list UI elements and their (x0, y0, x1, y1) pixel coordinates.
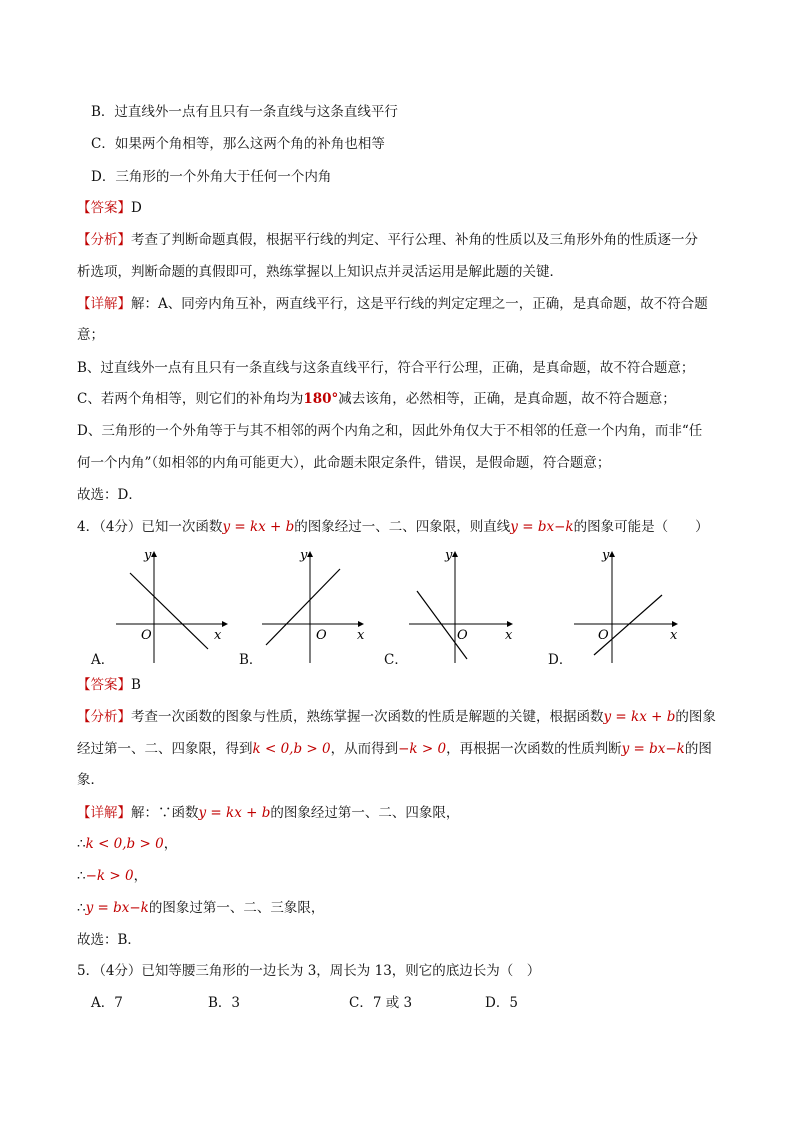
q4-detail-line (77, 834, 177, 854)
x-axis-label: x (670, 628, 678, 643)
detail-line (77, 294, 708, 314)
formula: y = kx + b (222, 519, 295, 535)
formula: y = bx−k (510, 519, 574, 535)
y-axis-label: y (144, 548, 152, 563)
graph-b-label: B． (239, 652, 263, 668)
q5-option-d: D．5 (485, 995, 518, 1011)
graph-a (110, 545, 230, 665)
graph-c (405, 545, 525, 665)
q5-option-c: C．7 或 3 (349, 995, 413, 1011)
analysis-tag: 【分析】 (77, 709, 131, 725)
origin-label: O (316, 628, 327, 643)
analysis-text: 考查一次函数的图象与性质，熟练掌握一次函数的性质是解题的关键，根据函数 (131, 709, 604, 725)
x-axis-label: x (214, 628, 222, 643)
detail-text: 的图象过第一、二、三象限， (148, 900, 325, 916)
detail-tag: 【详解】 (77, 805, 131, 821)
graph-c-label: C． (384, 652, 408, 668)
detail-tag: 【详解】 (77, 296, 131, 312)
q4-analysis-line (77, 707, 716, 727)
q4-answer-row (77, 675, 141, 695)
formula: −k > 0 (398, 741, 447, 757)
detail-line: 故选：D． (77, 487, 142, 503)
question-5-stem: 5．（4分）已知等腰三角形的一边长为 3，周长为 13，则它的底边长为（ ） (77, 963, 541, 979)
q4-detail-line (77, 803, 459, 823)
answer-tag: 【答案】 (77, 677, 131, 693)
graph-d (570, 545, 690, 665)
stem-text: 的图象经过一、二、四象限，则直线 (294, 519, 511, 535)
q4-detail-line (77, 898, 324, 918)
formula: y = bx−k (85, 900, 149, 916)
therefore-symbol: ∴ (77, 900, 86, 916)
detail-line: 意； (77, 327, 104, 343)
detail-line (77, 389, 676, 409)
formula: −k > 0 (85, 868, 134, 884)
x-axis-label: x (357, 628, 365, 643)
y-axis-label: y (602, 548, 610, 563)
answer-value: B (131, 677, 141, 693)
origin-label: O (141, 628, 152, 643)
option-c: C．如果两个角相等，那么这两个角的补角也相等 (91, 136, 385, 152)
analysis-tag: 【分析】 (77, 232, 131, 248)
y-axis-label: y (300, 548, 308, 563)
analysis-text: 的图象 (675, 709, 716, 725)
option-d: D．三角形的一个外角大于任何一个内角 (91, 169, 332, 185)
analysis-text: 经过第一、二、四象限，得到 (77, 741, 253, 757)
answer-tag: 【答案】 (77, 200, 131, 216)
analysis-text: 的图 (684, 741, 712, 757)
detail-text: C、若两个角相等，则它们的补角均为 (77, 391, 304, 407)
detail-text: ， (163, 836, 178, 852)
x-axis-label: x (505, 628, 513, 643)
graph-d-label: D． (548, 652, 573, 668)
detail-line: D、三角形的一个外角等于与其不相邻的两个内角之和，因此外角仅大于不相邻的任意一个内角，而非“任 (77, 423, 703, 439)
formula: k < 0,b > 0 (252, 741, 331, 757)
analysis-line (77, 230, 698, 250)
detail-line: B、过直线外一点有且只有一条直线与这条直线平行，符合平行公理，正确，是真命题，故不符合题意； (77, 360, 695, 376)
therefore-symbol: ∴ (77, 836, 86, 852)
graph-b (258, 545, 378, 665)
formula: y = bx−k (621, 741, 685, 757)
detail-text: 解：A、同旁内角互补，两直线平行，这是平行线的判定定理之一，正确，是真命题，故不符合题 (131, 296, 708, 312)
q4-analysis-line: 象． (77, 772, 104, 788)
q5-option-a: A．7 (91, 995, 123, 1011)
detail-text: 减去该角，必然相等，正确，是真命题，故不符合题意； (338, 391, 676, 407)
q4-analysis-line (77, 739, 712, 759)
stem-text: 的图象可能是（ ） (573, 519, 709, 535)
answer-row (77, 198, 142, 218)
formula: y = kx + b (198, 805, 271, 821)
graph-a-label: A． (91, 652, 115, 668)
detail-text: 解：∵函数 (131, 805, 199, 821)
stem-text: 4．（4分）已知一次函数 (77, 519, 223, 535)
analysis-text: ，再根据一次函数的性质判断 (446, 741, 622, 757)
question-4-stem (77, 517, 709, 537)
analysis-text: 考查了判断命题真假，根据平行线的判定、平行公理、补角的性质以及三角形外角的性质逐一分 (131, 232, 698, 248)
formula: k < 0,b > 0 (85, 836, 164, 852)
therefore-symbol: ∴ (77, 868, 86, 884)
analysis-text: ，从而得到 (330, 741, 399, 757)
q4-detail-line (77, 866, 147, 886)
detail-text: 的图象经过第一、二、四象限， (270, 805, 460, 821)
q4-detail-line: 故选：B． (77, 932, 141, 948)
answer-value: D (131, 200, 142, 216)
option-b: B．过直线外一点有且只有一条直线与这条直线平行 (91, 104, 398, 120)
formula: y = kx + b (603, 709, 676, 725)
origin-label: O (598, 628, 609, 643)
q5-option-b: B．3 (208, 995, 241, 1011)
angle-value: 180° (303, 391, 339, 407)
origin-label: O (457, 628, 468, 643)
detail-text: ， (133, 868, 148, 884)
y-axis-label: y (445, 548, 453, 563)
analysis-line: 析选项，判断命题的真假即可，熟练掌握以上知识点并灵活运用是解此题的关键． (77, 264, 563, 280)
detail-line: 何一个内角”（如相邻的内角可能更大），此命题未限定条件，错误，是假命题，符合题意； (77, 455, 611, 471)
